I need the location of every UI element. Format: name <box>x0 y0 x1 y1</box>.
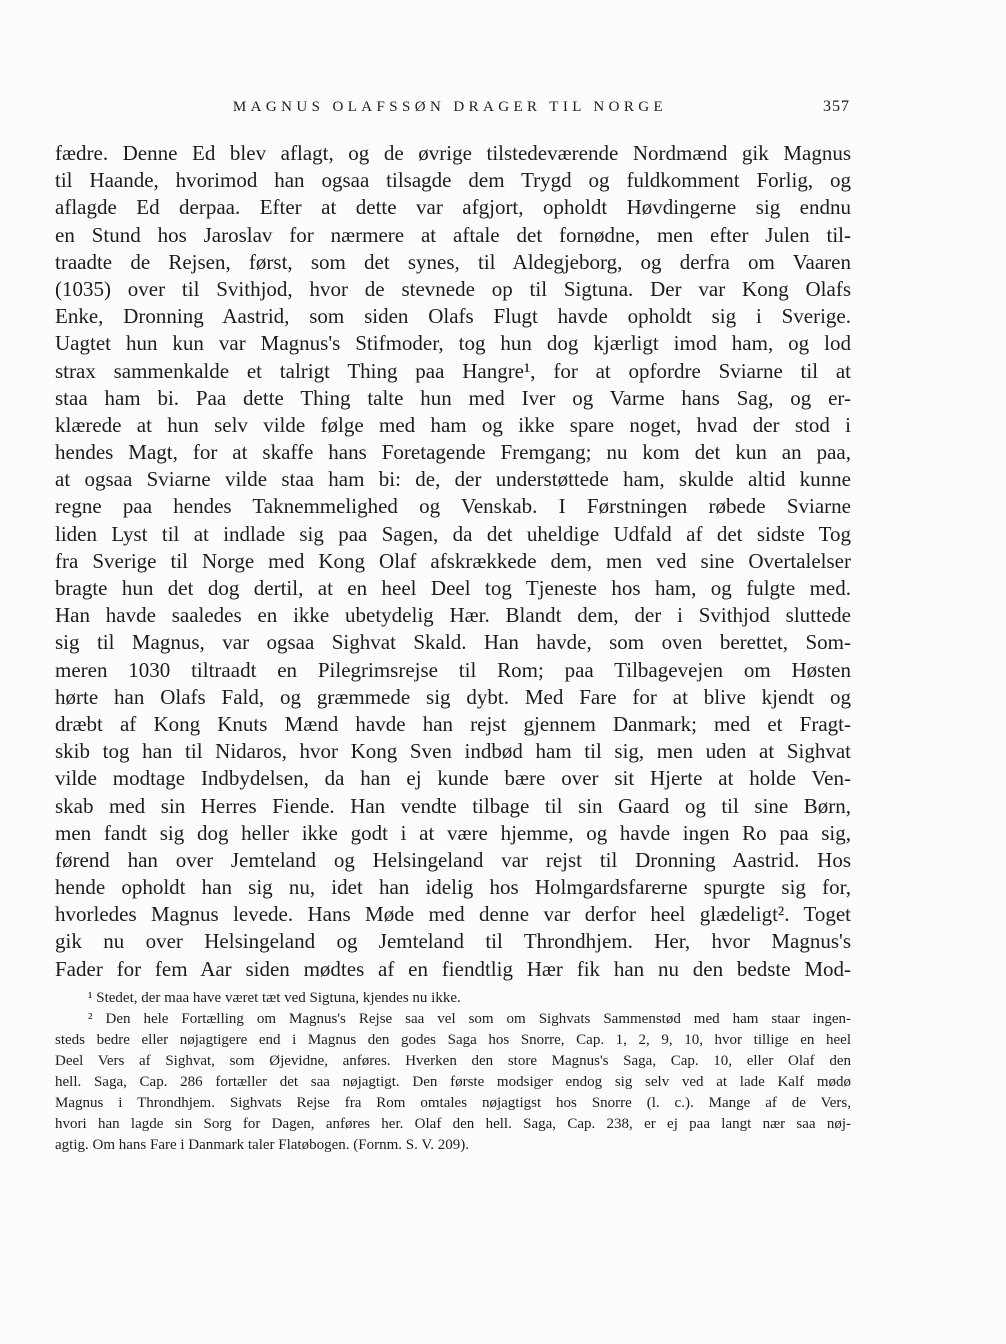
text-line: en Stund hos Jaroslav for nærmere at aftale det fornødne, men efter Julen til- <box>55 222 851 247</box>
footnote-2-line <box>55 1009 851 1030</box>
text-line: hende opholdt han sig nu, idet han idelig hos Holmgardsfarerne spurgte sig for, <box>55 875 851 900</box>
text-line: traadte de Rejsen, først, som det synes, til Aldegjeborg, og derfra om Vaaren <box>55 249 851 274</box>
text-line: førend han over Jemteland og Helsingeland var rejst til Dronning Aastrid. Hos <box>55 847 851 872</box>
footnote-marker: ² <box>88 1011 93 1027</box>
footnote-text: Den hele Fortælling om Magnus's Rejse saa vel som om Sighvats Sammenstød med ham staar ingen- <box>105 1011 851 1027</box>
page-number: 357 <box>823 98 850 115</box>
text-line: staa ham bi. Paa dette Thing talte hun med Iver og Varme hans Sag, og er- <box>55 385 851 410</box>
text-line: fra Sverige til Norge med Kong Olaf afskrækkede dem, men ved sine Overtalelser <box>55 548 851 573</box>
text-line: skab med sin Herres Fiende. Han vendte tilbage til sin Gaard og til sine Børn, <box>55 793 851 818</box>
text-line: Enke, Dronning Aastrid, som siden Olafs Flugt havde opholdt sig i Sverige. <box>55 304 851 329</box>
text-line: gik nu over Helsingeland og Jemteland til Throndhjem. Her, hvor Magnus's <box>55 929 851 954</box>
running-head-title: MAGNUS OLAFSSØN DRAGER TIL NORGE <box>232 99 668 115</box>
footnote-2-line: agtig. Om hans Fare i Danmark taler Flatøbogen. (Fornm. S. V. 209). <box>55 1137 469 1153</box>
text-line: til Haande, hvorimod han ogsaa tilsagde dem Trygd og fuldkomment Forlig, og <box>55 168 851 193</box>
text-line: fædre. Denne Ed blev aflagt, og de øvrige tilstedeværende Nordmænd gik Magnus <box>55 141 851 165</box>
text-line: at ogsaa Sviarne vilde staa ham bi: de, der understøttede ham, skulde altid kunne <box>55 467 851 492</box>
footnote-2-line: hvori han lagde sin Sorg for Dagen, anføres her. Olaf den hell. Saga, Cap. 238, er ej paa langt nær saa nøj- <box>55 1116 851 1132</box>
text-line: Han havde saaledes en ikke ubetydelig Hær. Blandt dem, der i Svithjod sluttede <box>55 603 851 628</box>
footnotes <box>55 988 851 1156</box>
text-line: skib tog han til Nidaros, hvor Kong Sven indbød ham til sig, men uden at Sighvat <box>55 739 851 764</box>
body-text <box>55 140 851 983</box>
footnote-1-line <box>55 988 851 1009</box>
text-line: (1035) over til Svithjod, hvor de stevnede op til Sigtuna. Der var Kong Olafs <box>55 276 851 301</box>
text-line: liden Lyst til at indlade sig paa Sagen, da det uheldige Udfald af det sidste Tog <box>55 521 851 546</box>
text-line: hendes Magt, for at skaffe hans Foretagende Fremgang; nu kom det kun an paa, <box>55 440 851 465</box>
text-line: hørte han Olafs Fald, og græmmede sig dybt. Med Fare for at blive kjendt og <box>55 684 851 709</box>
footnote-2-line: Deel Vers af Sighvat, som Øjevidne, anføres. Hverken den store Magnus's Saga, Cap. 10, eller Olaf den <box>55 1053 851 1069</box>
footnote-2-line: steds bedre eller nøjagtigere end i Magnus den godes Saga hos Snorre, Cap. 1, 2, 9, 10, hvor tillige en heel <box>55 1032 851 1048</box>
text-line: Fader for fem Aar siden mødtes af en fiendtlig Hær fik han nu den bedste Mod- <box>55 956 851 981</box>
text-line: aflagde Ed derpaa. Efter at dette var afgjort, opholdt Høvdingerne sig endnu <box>55 195 851 220</box>
footnote-2-line: Magnus i Throndhjem. Sighvats Rejse fra Rom omtales nøjagtigst hos Snorre (l. c.). Mange af de Vers, <box>55 1095 851 1111</box>
text-line: dræbt af Kong Knuts Mænd havde han rejst gjennem Danmark; med et Fragt- <box>55 711 851 736</box>
footnote-2-line: hell. Saga, Cap. 286 fortæller det saa nøjagtigt. Den første modsiger endog sig selv ved at lade Kalf mødø <box>55 1074 851 1090</box>
footnote-text: Stedet, der maa have været tæt ved Sigtuna, kjendes nu ikke. <box>96 990 461 1006</box>
text-line: vilde modtage Indbydelsen, da han ej kunde bære over sit Hjerte at holde Ven- <box>55 766 851 791</box>
running-head <box>0 96 1006 118</box>
text-line: hvorledes Magnus levede. Hans Møde med denne var derfor heel glædeligt². Toget <box>55 902 851 927</box>
text-line: strax sammenkalde et talrigt Thing paa Hangre¹, for at opfordre Sviarne til at <box>55 358 851 383</box>
footnote-marker: ¹ <box>88 990 93 1006</box>
text-line: bragte hun det dog dertil, at en heel Deel tog Tjeneste hos ham, og fulgte med. <box>55 576 851 600</box>
text-line: klærede at hun selv vilde følge med ham og ikke spare noget, hvad der stod i <box>55 412 851 437</box>
text-line: Uagtet hun kun var Magnus's Stifmoder, tog hun dog kjærligt imod ham, og lod <box>55 331 851 356</box>
text-line: meren 1030 tiltraadt en Pilegrimsrejse til Rom; paa Tilbagevejen om Høsten <box>55 657 851 682</box>
text-line: men fandt sig dog heller ikke godt i at være hjemme, og havde ingen Ro paa sig, <box>55 820 851 845</box>
text-line: sig til Magnus, var ogsaa Sighvat Skald. Han havde, som oven berettet, Som- <box>55 630 851 655</box>
text-line: regne paa hendes Taknemmelighed og Venskab. I Førstningen røbede Sviarne <box>55 494 851 519</box>
